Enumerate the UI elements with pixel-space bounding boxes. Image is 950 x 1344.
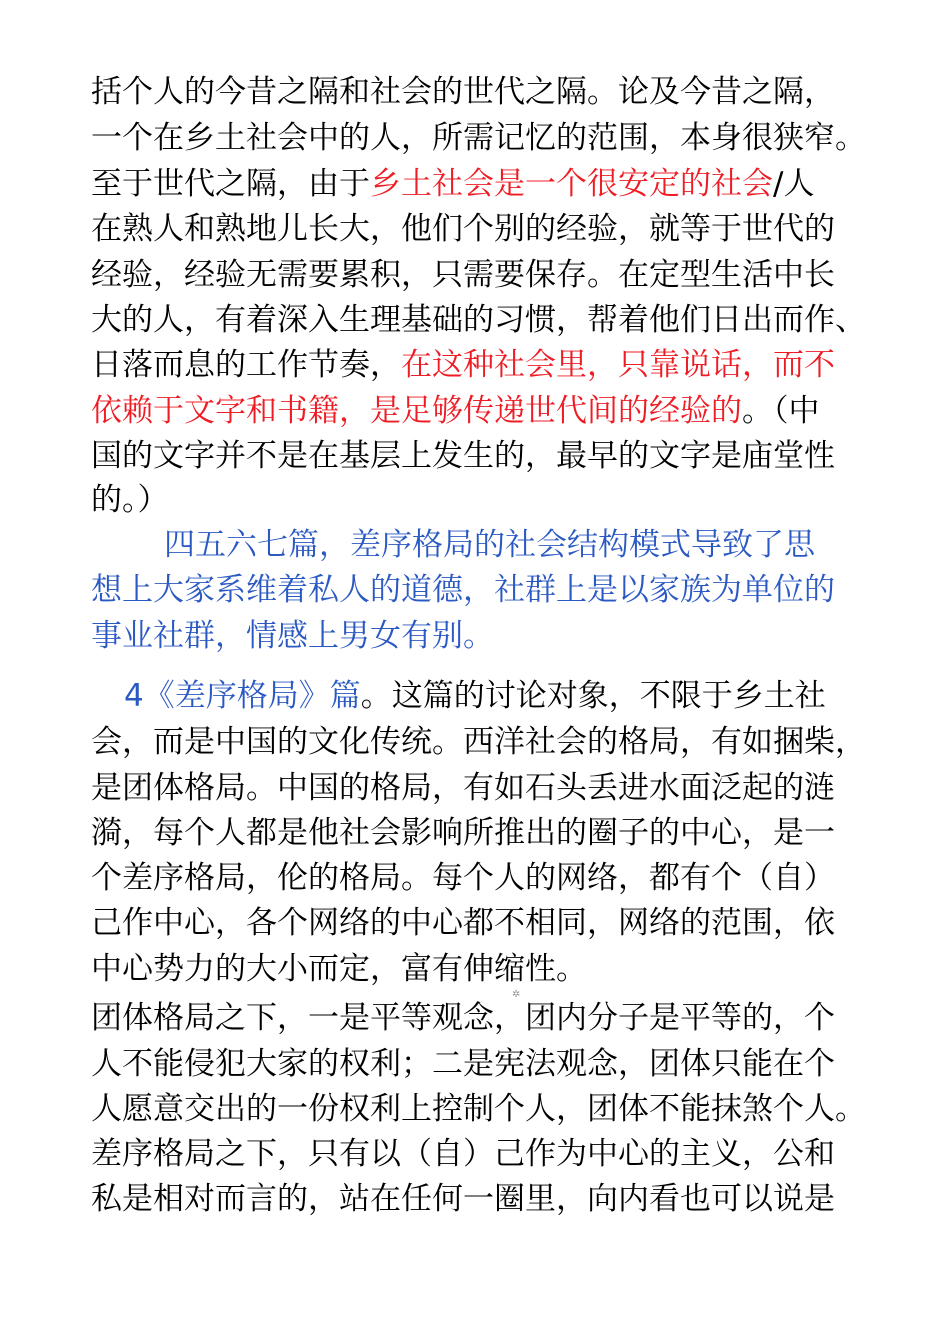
paragraph-3-line-5: 个差序格局，伦的格局。每个人的网络，都有个（自）	[91, 860, 835, 896]
paragraph-4-line-4: 差序格局之下，只有以（自）己作为中心的主义，公和	[91, 1136, 835, 1172]
red-highlight-stable-society: 乡土社会是一个很安定的社会	[370, 166, 773, 202]
paragraph-2-line-2: 想上大家系维着私人的道德，社群上是以家族为单位的	[91, 572, 835, 608]
red-highlight-speech: 在这种社会里，只靠说话，而不	[401, 347, 835, 383]
paragraph-1-line-6: 大的人，有着深入生理基础的习惯，帮着他们日出而作、	[91, 302, 866, 338]
paragraph-3-line-6: 己作中心，各个网络的中心都不相同，网络的范围，依	[91, 905, 835, 941]
paragraph-2-line-1: 四五六七篇，差序格局的社会结构模式导致了思	[164, 527, 815, 563]
chapter-title-chaxu-geju: 4《差序格局》篇	[124, 678, 361, 714]
paragraph-3-line-2: 会，而是中国的文化传统。西洋社会的格局，有如捆柴，	[91, 724, 866, 760]
paragraph-1-line-7	[91, 343, 835, 387]
paragraph-2-line-3: 事业社群，情感上男女有别。	[91, 618, 494, 654]
paragraph-4-line-1: 团体格局之下，一是平等观念，团内分子是平等的，个	[91, 1000, 835, 1036]
paragraph-3-line-3: 是团体格局。中国的格局，有如石头丢进水面泛起的涟	[91, 770, 835, 806]
line-7-text: 日落而息的工作节奏，	[91, 347, 401, 383]
line-3-text: 至于世代之隔，由于	[91, 166, 370, 202]
paragraph-3-line-1	[124, 674, 826, 718]
line-3-tail: /人	[773, 166, 815, 202]
paragraph-1-line-10: 的。）	[91, 482, 169, 518]
line-8-tail: 。（中	[742, 393, 820, 429]
red-highlight-writing: 依赖于文字和书籍，是足够传递世代间的经验的	[91, 393, 742, 429]
paragraph-1-line-3	[91, 162, 814, 206]
paragraph-1-line-8	[91, 389, 820, 433]
paragraph-1-line-1: 括个人的今昔之隔和社会的世代之隔。论及今昔之隔，	[91, 74, 835, 110]
paragraph-4-line-2: 人不能侵犯大家的权利；二是宪法观念，团体只能在个	[91, 1046, 835, 1082]
line-1-text: 。这篇的讨论对象，不限于乡土社	[360, 678, 826, 714]
paragraph-3-line-4: 漪，每个人都是他社会影响所推出的圈子的中心，是一	[91, 815, 835, 851]
paragraph-1-line-2: 一个在乡土社会中的人，所需记忆的范围，本身很狭窄。	[91, 120, 866, 156]
paragraph-1-line-9: 国的文字并不是在基层上发生的，最早的文字是庙堂性	[91, 438, 835, 474]
paragraph-4-line-5: 私是相对而言的，站在任何一圈里，向内看也可以说是	[91, 1181, 835, 1217]
paragraph-1-line-4: 在熟人和熟地儿长大，他们个别的经验，就等于世代的	[91, 211, 835, 247]
paragraph-1-line-5: 经验，经验无需要累积，只需要保存。在定型生活中长	[91, 257, 835, 293]
paragraph-4-line-3: 人愿意交出的一份权利上控制个人，团体不能抹煞个人。	[91, 1091, 866, 1127]
speck-icon: ✲	[512, 989, 521, 1000]
paragraph-3-line-7: 中心势力的大小而定，富有伸缩性。	[91, 951, 587, 987]
